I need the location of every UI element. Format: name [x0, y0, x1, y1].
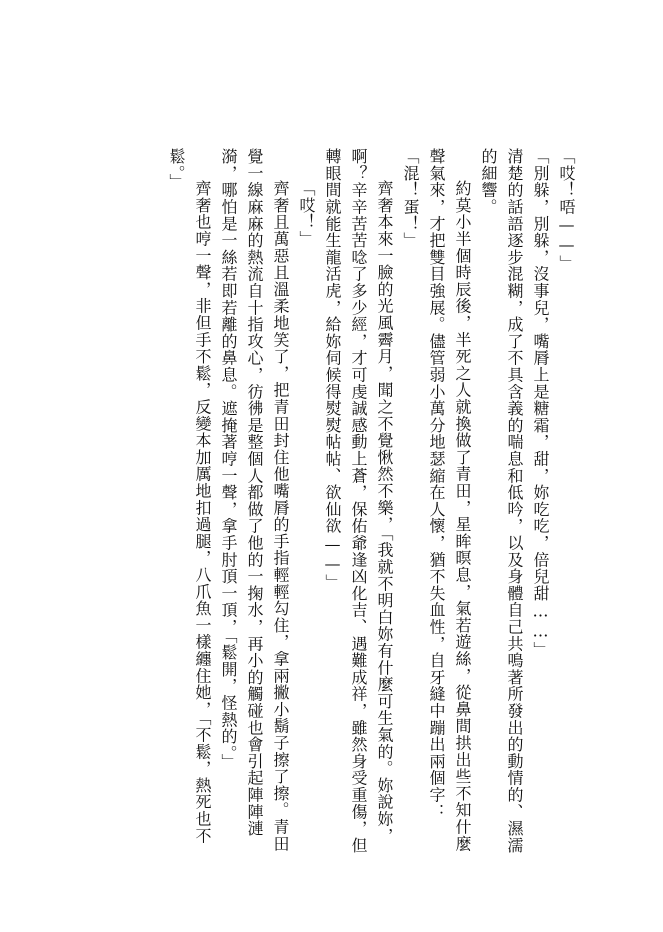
paragraph-3: 清楚的話語逐步混糊，成了不具含義的喘息和低吟，以及身體自己共鳴著所發出的動情的、濕濡的細響。 [479, 148, 524, 854]
paragraph-2: 「別躲，別躲，沒事兒，嘴脣上是糖霜，甜，妳吃吃，倍兒甜……」 [531, 148, 550, 658]
paragraph-8: 齊奢也哼一聲，非但手不鬆，反變本加厲地扣過腿，八爪魚一樣纏住她，「不鬆，熱死也不鬆。」 [167, 148, 212, 844]
paragraph-5: 齊奢本來一臉的光風霽月，聞之不覺愀然不樂，「我就不明白妳有什麼可生氣的。妳說妳，啊？辛辛苦苦唸了多少經，才可虔誠感動上蒼，保佑爺逢凶化吉、遇難成祥，雖然身受重傷，但轉眼間就能生龍活虎，給妳伺候得熨熨帖帖、欲仙欲——」 [323, 148, 394, 854]
paragraph-1: 「哎！唔——」 [557, 148, 576, 272]
vertical-text-body [163, 148, 579, 868]
paragraph-4: 約莫小半個時辰後，半死之人就換做了青田，星眸暝息，氣若遊絲，從鼻間拱出些不知什麼聲氣來，才把雙目強展。儘管弱小萬分地瑟縮在人懷，猶不失血性，自牙縫中蹦出兩個字：「混！蛋！」 [401, 148, 472, 852]
paragraph-7: 齊奢且萬惡且溫柔地笑了，把青田封住他嘴脣的手指輕輕勾住，拿兩撇小鬍子擦了擦。青田覺一線麻麻的熱流自十指攻心，彷彿是整個人都做了他的一掬水，再小的觸碰也會引起陣陣漣漪，哪怕是一絲若即若離的鼻息。遮掩著哼一聲，拿手肘頂一頂，「鬆開，怪熱的。」 [219, 148, 290, 852]
paragraph-6: 「哎！」 [297, 180, 316, 248]
